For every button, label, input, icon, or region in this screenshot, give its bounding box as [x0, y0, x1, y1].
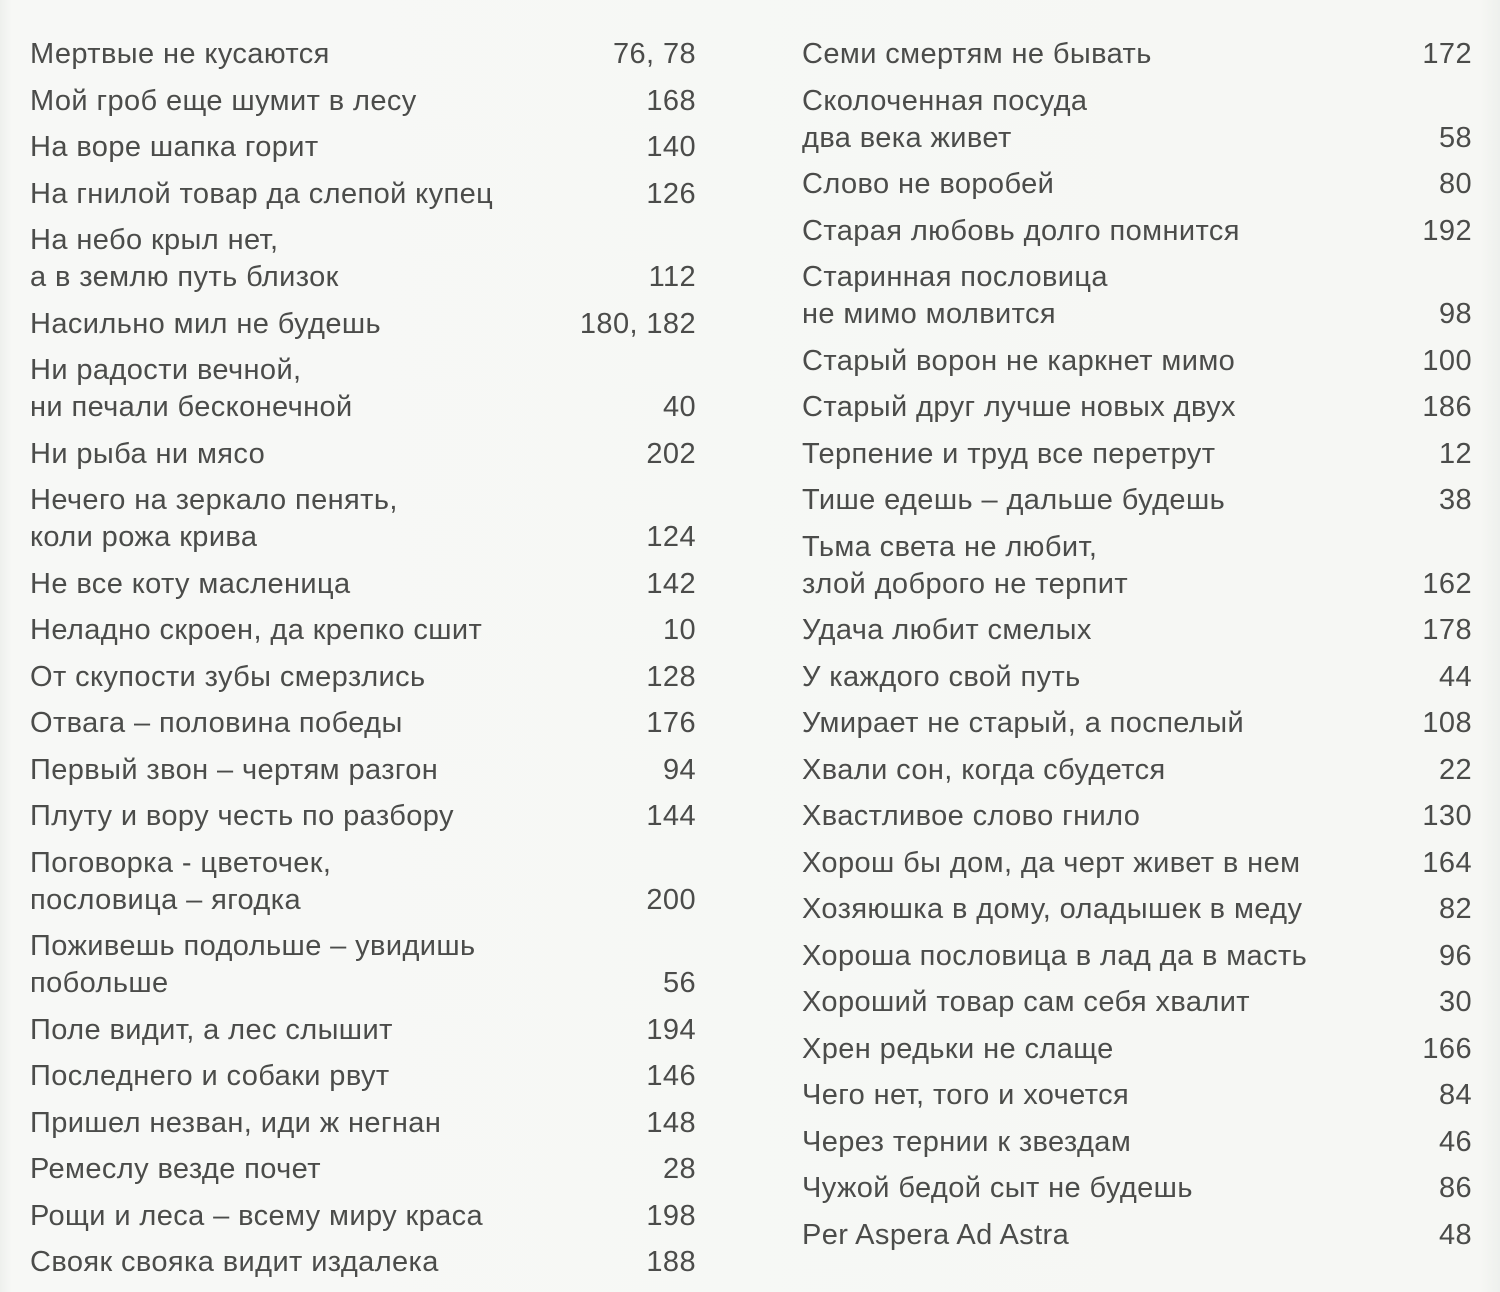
entry-title: Старый друг лучше новых двух [802, 391, 1236, 423]
entry-page-number: 12 [1438, 437, 1472, 470]
index-entry [802, 1124, 1474, 1161]
entry-title: Хорош бы дом, да черт живет в нем [802, 846, 1301, 879]
entry-title: Сколоченная посуда два века живет [802, 84, 1088, 154]
entry-title: Ни радости вечной, ни печали бесконечной [30, 354, 353, 423]
entry-title: Тише едешь – дальше будешь [802, 484, 1226, 516]
entry-title: На небо крыл нет, а в землю путь близок [30, 224, 339, 293]
index-entry [802, 259, 1474, 333]
index-entry [30, 436, 710, 473]
index-entry [30, 1058, 710, 1095]
entry-page-number: 180, 182 [579, 307, 696, 340]
index-entry [802, 36, 1474, 73]
entry-title: Отвага – половина победы [30, 707, 403, 739]
entry-page-number: 126 [646, 177, 696, 210]
index-entry [802, 1031, 1474, 1068]
index-entry [30, 1198, 710, 1235]
entry-title: От скупости зубы смерзлись [30, 660, 426, 693]
entry-page-number: 130 [1422, 800, 1472, 832]
index-entry [802, 1077, 1474, 1114]
entry-page-number: 176 [646, 707, 696, 739]
entry-title: Хрен редьки не слаще [802, 1032, 1114, 1065]
entry-title: Мой гроб еще шумит в лесу [30, 84, 417, 117]
entry-page-number: 200 [646, 883, 696, 916]
index-entry [802, 213, 1474, 250]
entry-page-number: 188 [646, 1246, 696, 1278]
entry-page-number: 112 [648, 261, 696, 293]
index-entry [30, 705, 710, 742]
entry-page-number: 146 [646, 1060, 696, 1092]
index-entry [30, 1012, 710, 1049]
index-column-left [30, 36, 710, 1291]
entry-title: На воре шапка горит [30, 131, 319, 163]
entry-page-number: 22 [1438, 753, 1472, 786]
index-entry [30, 222, 710, 296]
entry-title: Поле видит, а лес слышит [30, 1013, 393, 1046]
index-entry [802, 482, 1474, 519]
entry-page-number: 10 [662, 614, 696, 646]
entry-title: Семи смертям не бывать [802, 38, 1152, 70]
index-entry [30, 752, 710, 789]
entry-page-number: 186 [1422, 391, 1472, 423]
index-entry [30, 566, 710, 603]
entry-title: Мертвые не кусаются [30, 38, 330, 70]
index-entry [30, 482, 710, 556]
entry-page-number: 40 [662, 391, 696, 423]
entry-title: Нечего на зеркало пенять, коли рожа крива [30, 484, 398, 553]
entry-title: Последнего и собаки рвут [30, 1060, 390, 1092]
entry-title: Неладно скроен, да крепко сшит [30, 614, 483, 646]
entry-page-number: 100 [1422, 344, 1472, 377]
entry-page-number: 168 [646, 84, 696, 117]
index-entry [802, 798, 1474, 835]
entry-title: Старинная пословица не мимо молвится [802, 261, 1108, 330]
index-entry [30, 1105, 710, 1142]
entry-page-number: 96 [1438, 939, 1472, 972]
index-entry [30, 612, 710, 649]
entry-page-number: 30 [1438, 986, 1472, 1018]
index-entry [30, 352, 710, 426]
entry-page-number: 124 [646, 521, 696, 553]
index-entry [802, 166, 1474, 203]
entry-page-number: 46 [1438, 1125, 1472, 1158]
entry-page-number: 38 [1438, 484, 1472, 516]
entry-page-number: 58 [1438, 121, 1472, 154]
entry-title: Поживешь подольше – увидишь побольше [30, 930, 476, 999]
entry-page-number: 86 [1438, 1172, 1472, 1204]
index-entry [802, 938, 1474, 975]
entry-page-number: 166 [1422, 1032, 1472, 1065]
entry-title: Насильно мил не будешь [30, 307, 382, 340]
entry-title: Per Aspera Ad Astra [802, 1218, 1070, 1251]
entry-page-number: 76, 78 [612, 38, 696, 70]
index-entry [30, 1244, 710, 1281]
index-entry [802, 845, 1474, 882]
index-entry [802, 389, 1474, 426]
entry-title: Слово не воробей [802, 168, 1055, 200]
entry-title: Удача любит смелых [802, 614, 1092, 646]
entry-title: Хвастливое слово гнило [802, 800, 1141, 832]
entry-page-number: 142 [646, 567, 696, 600]
entry-page-number: 82 [1438, 893, 1472, 925]
entry-page-number: 164 [1422, 846, 1472, 879]
entry-page-number: 202 [646, 437, 696, 470]
index-entry [30, 845, 710, 919]
index-entry [802, 752, 1474, 789]
entry-title: Хвали сон, когда сбудется [802, 753, 1166, 786]
index-entry [802, 436, 1474, 473]
entry-title: Терпение и труд все перетрут [802, 437, 1216, 470]
entry-page-number: 192 [1422, 214, 1472, 247]
entry-title: Ни рыба ни мясо [30, 437, 266, 470]
entry-page-number: 108 [1422, 707, 1472, 739]
index-entry [30, 798, 710, 835]
entry-page-number: 28 [662, 1153, 696, 1185]
index-entry [30, 306, 710, 343]
entry-page-number: 80 [1438, 168, 1472, 200]
index-entry [802, 984, 1474, 1021]
entry-page-number: 44 [1438, 660, 1472, 693]
index-entry [802, 891, 1474, 928]
entry-page-number: 172 [1422, 38, 1472, 70]
index-entry [802, 343, 1474, 380]
entry-title: У каждого свой путь [802, 660, 1081, 693]
entry-title: Через тернии к звездам [802, 1125, 1132, 1158]
index-entry [30, 129, 710, 166]
entry-title: Пришел незван, иди ж негнан [30, 1106, 442, 1139]
entry-title: Рощи и леса – всему миру краса [30, 1199, 484, 1232]
index-entry [802, 83, 1474, 157]
entry-page-number: 198 [646, 1199, 696, 1232]
entry-title: Старая любовь долго помнится [802, 214, 1240, 247]
entry-title: Чего нет, того и хочется [802, 1079, 1130, 1111]
entry-title: Ремеслу везде почет [30, 1153, 321, 1185]
entry-title: Хороший товар сам себя хвалит [802, 986, 1250, 1018]
index-entry [802, 705, 1474, 742]
entry-title: На гнилой товар да слепой купец [30, 177, 494, 210]
entry-title: Свояк свояка видит издалека [30, 1246, 439, 1278]
entry-page-number: 98 [1438, 298, 1472, 330]
index-entry [30, 1151, 710, 1188]
entry-title: Тьма света не любит, злой доброго не терпит [802, 530, 1129, 600]
index-entry [30, 928, 710, 1002]
entry-page-number: 194 [646, 1013, 696, 1046]
entry-title: Хороша пословица в лад да в масть [802, 939, 1308, 972]
entry-page-number: 178 [1422, 614, 1472, 646]
index-entry [802, 1170, 1474, 1207]
index-entry [30, 176, 710, 213]
entry-page-number: 144 [646, 800, 696, 832]
entry-title: Первый звон – чертям разгон [30, 753, 439, 786]
entry-page-number: 162 [1422, 567, 1472, 600]
index-entry [802, 529, 1474, 603]
entry-page-number: 48 [1438, 1218, 1472, 1251]
entry-page-number: 84 [1438, 1079, 1472, 1111]
entry-title: Умирает не старый, а поспелый [802, 707, 1245, 739]
index-column-right [802, 36, 1474, 1263]
entry-page-number: 148 [646, 1106, 696, 1139]
index-entry [30, 83, 710, 120]
entry-title: Чужой бедой сыт не будешь [802, 1172, 1193, 1204]
index-entry [802, 659, 1474, 696]
entry-page-number: 56 [662, 967, 696, 999]
index-entry [30, 659, 710, 696]
entry-title: Не все коту масленица [30, 567, 351, 600]
entry-title: Поговорка - цветочек, пословица – ягодка [30, 846, 332, 916]
entry-title: Плуту и вору честь по разбору [30, 800, 454, 832]
entry-page-number: 94 [662, 753, 696, 786]
entry-page-number: 128 [646, 660, 696, 693]
entry-page-number: 140 [646, 131, 696, 163]
index-entry [802, 1217, 1474, 1254]
index-entry [802, 612, 1474, 649]
entry-title: Хозяюшка в дому, оладышек в меду [802, 893, 1303, 925]
index-entry [30, 36, 710, 73]
entry-title: Старый ворон не каркнет мимо [802, 344, 1236, 377]
